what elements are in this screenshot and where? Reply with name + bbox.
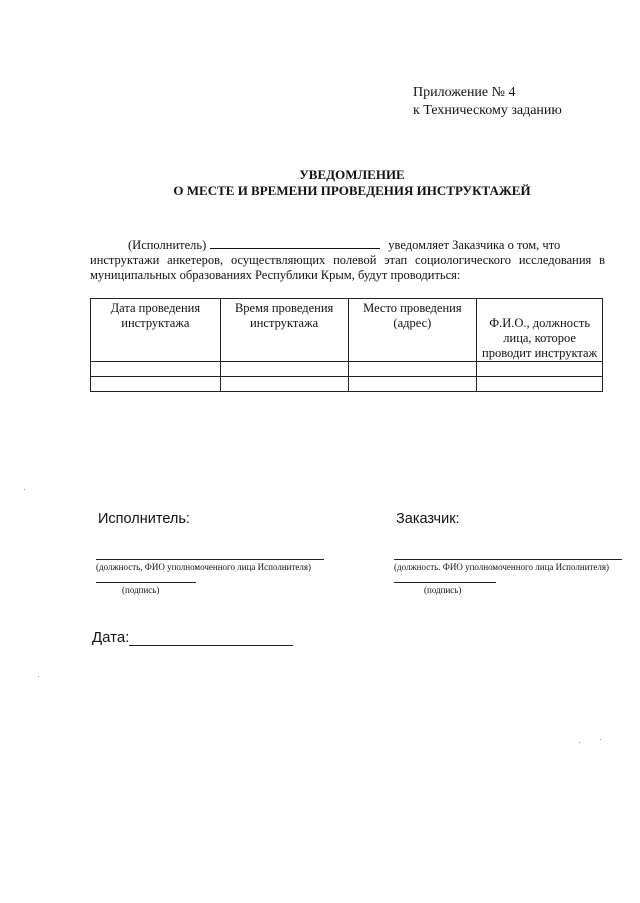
paragraph-rest: инструктажи анкетеров, осуществляющих полевой этап социологического исследования в муниципальных образованиях Республики Крым, будут проводиться: [90,253,605,282]
table-cell[interactable] [91,362,221,377]
customer-signature-line[interactable] [394,582,496,583]
date-line[interactable] [129,645,293,646]
table-cell[interactable] [220,377,348,392]
executor-position-line[interactable] [96,559,324,560]
header-time: Время проведения инструктажа [220,299,348,362]
executor-position-caption: (должность, ФИО уполномоченного лица Исполнителя) [96,562,312,572]
briefing-schedule-table [90,298,603,392]
scan-speck [24,489,25,490]
customer-position-caption: (должность. ФИО уполномоченного лица Исполнителя) [394,562,610,572]
scan-speck [579,742,580,743]
notice-paragraph [90,237,605,283]
executor-signature-line[interactable] [96,582,196,583]
customer-signature-caption: (подпись) [424,585,462,595]
appendix-target: к Техническому заданию [413,103,562,118]
document-title [0,167,640,199]
table-header-row [91,299,603,362]
scan-speck [600,739,601,740]
table-row [91,377,603,392]
header-responsible: Ф.И.О., должность лица, которое проводит инструктаж [477,299,603,362]
customer-position-line[interactable] [394,559,622,560]
table-cell[interactable] [348,377,477,392]
table-cell[interactable] [477,362,603,377]
header-date: Дата проведения инструктажа [91,299,221,362]
executor-signature-caption: (подпись) [122,585,160,595]
title-line-2: О МЕСТЕ И ВРЕМЕНИ ПРОВЕДЕНИЯ ИНСТРУКТАЖЕЙ [173,183,531,198]
paragraph-first-line [90,237,605,253]
appendix-reference [413,84,562,120]
notifies-text: уведомляет Заказчика о том, что [388,238,561,252]
table-row [91,362,603,377]
executor-name-blank[interactable] [210,237,380,249]
table-cell[interactable] [91,377,221,392]
scan-speck [38,676,39,677]
appendix-number: Приложение № 4 [413,85,516,100]
table-cell[interactable] [348,362,477,377]
customer-heading: Заказчик: [396,511,460,527]
table-cell[interactable] [220,362,348,377]
header-place: Место проведения (адрес) [348,299,477,362]
date-label: Дата: [92,629,130,646]
executor-heading: Исполнитель: [98,511,190,527]
table-cell[interactable] [477,377,603,392]
title-line-1: УВЕДОМЛЕНИЕ [299,167,405,182]
executor-label: (Исполнитель) [128,238,207,252]
